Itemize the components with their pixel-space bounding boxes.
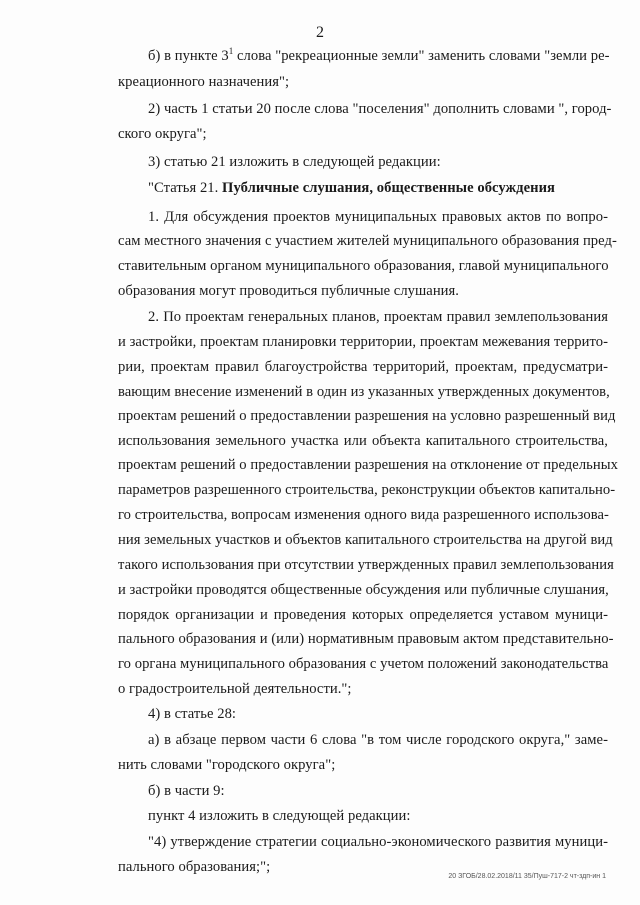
superscript: 1: [228, 46, 234, 56]
text-line: пального образования;";: [118, 859, 271, 875]
text-line: ния земельных участков и объектов капитального строительства на другой вид: [118, 532, 613, 548]
text-line: и застройки проводятся общественные обсуждения или публичные слушания,: [118, 582, 609, 598]
text-line: 3) статью 21 изложить в следующей редакции:: [148, 154, 441, 170]
text-line: рии, проектам правил благоустройства территорий, проектам, предусматри-: [118, 359, 608, 375]
page-number: 2: [316, 24, 324, 41]
text-line: 4) в статье 28:: [148, 706, 237, 722]
text-line: 1. Для обсуждения проектов муниципальных правовых актов по вопро-: [148, 209, 608, 225]
text-line: б) в части 9:: [148, 783, 225, 799]
text-line: образования могут проводиться публичные слушания.: [118, 283, 459, 299]
text-line: параметров разрешенного строительства, реконструкции объектов капитально-: [118, 482, 616, 498]
text-line: [148, 46, 608, 66]
text-line: ского округа";: [118, 126, 207, 142]
text-line: порядок организации и проведения которых определяется уставом муници-: [118, 607, 608, 623]
article-number: "Статья 21.: [148, 180, 223, 196]
article-title: Публичные слушания, общественные обсуждения: [222, 180, 555, 196]
text-line: "4) утверждение стратегии социально-экономического развития муници-: [148, 834, 608, 850]
article-heading: [148, 178, 555, 198]
text-line: использования земельного участка или объекта капитального строительства,: [118, 433, 608, 449]
text-line: о градостроительной деятельности.";: [118, 681, 352, 697]
text-line: вающим внесение изменений в один из указанных утвержденных документов,: [118, 384, 610, 400]
text-line: креационного назначения";: [118, 74, 290, 90]
text-line: 2. По проектам генеральных планов, проектам правил землепользования: [148, 309, 608, 325]
text-line: го строительства, вопросам изменения одного вида разрешенного использова-: [118, 507, 609, 523]
text-line: проектам решений о предоставлении разрешения на отклонение от предельных: [118, 457, 618, 473]
footer-code: 20 ЗГОБ/28.02.2018/11 35/Пуш-717-2 чт-здп-ин 1: [448, 873, 606, 880]
text-line: нить словами "городского округа";: [118, 757, 336, 773]
text-line: сам местного значения с участием жителей муниципального образования пред-: [118, 233, 617, 249]
text-line: и застройки, проектам планировки территории, проектам межевания террито-: [118, 334, 608, 350]
text-line: пункт 4 изложить в следующей редакции:: [148, 808, 411, 824]
text-line: а) в абзаце первом части 6 слова "в том числе городского округа," заме-: [148, 732, 608, 748]
text-line: проектам решений о предоставлении разрешения на условно разрешенный вид: [118, 408, 616, 424]
text-line: 2) часть 1 статьи 20 после слова "поселения" дополнить словами ", город-: [148, 101, 612, 117]
text-line: такого использования при отсутствии утвержденных правил землепользования: [118, 557, 614, 573]
text-fragment: слова "рекреационные земли" заменить словами "земли ре-: [233, 48, 610, 64]
text-line: го органа муниципального образования с учетом положений законодательства: [118, 656, 609, 672]
text-line: ставительным органом муниципального образования, главой муниципального: [118, 258, 609, 274]
text-fragment: б) в пункте 3: [148, 48, 229, 64]
text-line: пального образования и (или) нормативным правовым актом представительно-: [118, 631, 614, 647]
